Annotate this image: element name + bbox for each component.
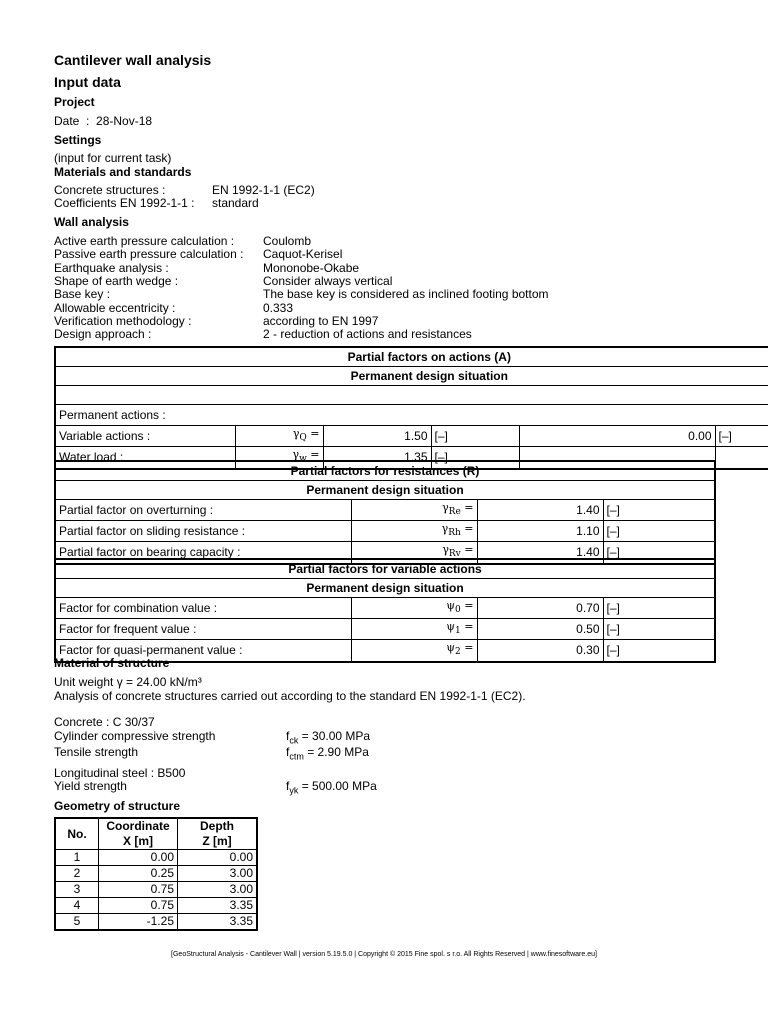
factor-label: Variable actions : bbox=[55, 426, 235, 447]
factor-symbol: $\gamma_w$ = bbox=[235, 447, 323, 469]
depth-z: 0.00 bbox=[178, 850, 258, 866]
wall-analysis-value: Consider always vertical bbox=[263, 273, 393, 288]
cylinder-strength-label: Cylinder compressive strength bbox=[54, 729, 216, 743]
factor-symbol: $\psi_2$ = bbox=[351, 640, 477, 662]
factor-label: Partial factor on sliding resistance : bbox=[55, 521, 351, 542]
factor-value: 0.30 bbox=[477, 640, 603, 662]
depth-z: 3.00 bbox=[178, 882, 258, 898]
unit: [–] bbox=[431, 426, 519, 447]
table-row bbox=[55, 914, 257, 931]
factor-symbol: $\psi_0$ = bbox=[351, 598, 477, 619]
material-standard-label: Coefficients EN 1992-1-1 : bbox=[54, 196, 195, 211]
date-line: Date : 28-Nov-18 bbox=[54, 114, 153, 128]
point-number: 2 bbox=[55, 866, 99, 882]
unfavourable-value: 1.35 bbox=[323, 447, 431, 469]
geometry-table bbox=[54, 817, 258, 931]
unfavourable-value: 1.50 bbox=[323, 426, 431, 447]
geometry-heading: Geometry of structure bbox=[54, 799, 181, 813]
depth-z: 3.35 bbox=[178, 898, 258, 914]
material-standard-value: EN 1992-1-1 (EC2) bbox=[212, 183, 315, 197]
wall-analysis-value: 2 - reduction of actions and resistances bbox=[263, 327, 472, 342]
table-row bbox=[55, 426, 768, 447]
document-title: Cantilever wall analysis bbox=[54, 52, 212, 68]
material-heading: Material of structure bbox=[54, 656, 170, 670]
analysis-note: Analysis of concrete structures carried out according to the standard EN 1992-1-1 (EC2). bbox=[54, 689, 526, 703]
wall-analysis-value: 0.333 bbox=[263, 300, 294, 315]
point-number: 5 bbox=[55, 914, 99, 931]
point-number: 4 bbox=[55, 898, 99, 914]
unit: [–] bbox=[431, 447, 519, 469]
pfa-situation: Permanent design situation bbox=[55, 367, 768, 386]
input-data-heading: Input data bbox=[54, 74, 121, 90]
depth-z: 3.00 bbox=[178, 866, 258, 882]
table-row bbox=[55, 619, 715, 640]
partial-factors-resistances-table bbox=[54, 460, 716, 565]
wall-analysis-label: Design approach : bbox=[54, 327, 152, 342]
geo-col-x: Coordinate X [m] bbox=[99, 818, 178, 850]
material-standard-value: standard bbox=[212, 196, 259, 211]
wall-analysis-heading: Wall analysis bbox=[54, 215, 129, 229]
settings-heading: Settings bbox=[54, 133, 102, 147]
wall-analysis-value: according to EN 1997 bbox=[263, 313, 379, 328]
wall-analysis-label: Allowable eccentricity : bbox=[54, 300, 176, 315]
pfv-title: Partial factors for variable actions bbox=[55, 559, 715, 579]
footer: [GeoStructural Analysis - Cantilever Wall | version 5.19.5.0 | Copyright © 2015 Fine spol. s r.o. All Rights Reserved | www.finesoftware.eu] bbox=[171, 951, 597, 958]
coordinate-x: 0.25 bbox=[99, 866, 178, 882]
factor-symbol: $\gamma_Q$ = bbox=[235, 426, 323, 447]
factor-value: 1.10 bbox=[477, 521, 603, 542]
wall-analysis-value: The base key is considered as inclined footing bottom bbox=[263, 287, 549, 302]
geo-col-z: Depth Z [m] bbox=[178, 818, 258, 850]
factor-value: 1.40 bbox=[477, 500, 603, 521]
unit bbox=[715, 447, 768, 469]
factor-label: Permanent actions : bbox=[55, 405, 768, 426]
factor-label: Factor for combination value : bbox=[55, 598, 351, 619]
factor-symbol: $\gamma_{Re}$ = bbox=[351, 500, 477, 521]
concrete-grade: Concrete : C 30/37 bbox=[54, 715, 155, 729]
table-row bbox=[55, 850, 257, 866]
depth-z: 3.35 bbox=[178, 914, 258, 931]
factor-label: Factor for frequent value : bbox=[55, 619, 351, 640]
material-standard-label: Concrete structures : bbox=[54, 183, 166, 197]
wall-analysis-label: Shape of earth wedge : bbox=[54, 273, 179, 288]
partial-factors-actions-table bbox=[54, 346, 768, 470]
settings-note: (input for current task) bbox=[54, 151, 172, 165]
factor-label: Partial factor on bearing capacity : bbox=[55, 542, 351, 564]
wall-analysis-value: Coulomb bbox=[263, 234, 312, 248]
factor-symbol: $\gamma_{Rv}$ = bbox=[351, 542, 477, 564]
unit: [–] bbox=[715, 426, 768, 447]
factor-value: 0.50 bbox=[477, 619, 603, 640]
project-heading: Project bbox=[54, 95, 95, 109]
table-row bbox=[55, 598, 715, 619]
unit: [–] bbox=[603, 640, 715, 662]
wall-analysis-label: Base key : bbox=[54, 287, 111, 302]
pfv-situation: Permanent design situation bbox=[55, 579, 715, 598]
table-row bbox=[55, 898, 257, 914]
wall-analysis-value: Caquot-Kerisel bbox=[263, 247, 343, 262]
yield-strength-value: $f_{yk} = 500.00$ MPa bbox=[286, 779, 377, 796]
table-row bbox=[55, 405, 768, 426]
unit: [–] bbox=[603, 598, 715, 619]
wall-analysis-label: Earthquake analysis : bbox=[54, 260, 169, 275]
tensile-strength-label: Tensile strength bbox=[54, 745, 139, 759]
unit-weight: Unit weight γ = 24.00 kN/m³ bbox=[54, 675, 202, 689]
coordinate-x: 0.75 bbox=[99, 898, 178, 914]
geo-col-no: No. bbox=[55, 818, 99, 850]
table-row bbox=[55, 500, 715, 521]
wall-analysis-label: Passive earth pressure calculation : bbox=[54, 247, 244, 262]
wall-analysis-label: Active earth pressure calculation : bbox=[54, 234, 235, 248]
tensile-strength-value: $f_{ctm} = 2.90$ MPa bbox=[286, 745, 369, 762]
point-number: 3 bbox=[55, 882, 99, 898]
unit: [–] bbox=[603, 542, 715, 564]
unit: [–] bbox=[603, 500, 715, 521]
table-row bbox=[55, 866, 257, 882]
table-row bbox=[55, 882, 257, 898]
cylinder-strength-value: $f_{ck} = 30.00$ MPa bbox=[286, 729, 371, 746]
wall-analysis-label: Verification methodology : bbox=[54, 313, 192, 328]
factor-label: Water load : bbox=[55, 447, 235, 469]
factor-symbol: $\gamma_{Rh}$ = bbox=[351, 521, 477, 542]
yield-strength-label: Yield strength bbox=[54, 779, 127, 793]
factor-label: Partial factor on overturning : bbox=[55, 500, 351, 521]
unit: [–] bbox=[603, 619, 715, 640]
factor-value: 1.40 bbox=[477, 542, 603, 564]
pfr-situation: Permanent design situation bbox=[55, 481, 715, 500]
factor-symbol: $\psi_1$ = bbox=[351, 619, 477, 640]
pfa-title: Partial factors on actions (A) bbox=[55, 347, 768, 367]
coordinate-x: 0.75 bbox=[99, 882, 178, 898]
materials-standards-heading: Materials and standards bbox=[54, 165, 192, 179]
coordinate-x: 0.00 bbox=[99, 850, 178, 866]
coordinate-x: -1.25 bbox=[99, 914, 178, 931]
partial-factors-variable-table bbox=[54, 558, 716, 663]
table-row bbox=[55, 521, 715, 542]
unit: [–] bbox=[603, 521, 715, 542]
wall-analysis-value: Mononobe-Okabe bbox=[263, 260, 360, 275]
point-number: 1 bbox=[55, 850, 99, 866]
steel-grade: Longitudinal steel : B500 bbox=[54, 766, 186, 780]
factor-label: Factor for quasi-permanent value : bbox=[55, 640, 351, 662]
pfr-title: Partial factors for resistances (R) bbox=[55, 461, 715, 481]
factor-value: 0.70 bbox=[477, 598, 603, 619]
favourable-value: 0.00 bbox=[519, 426, 715, 447]
